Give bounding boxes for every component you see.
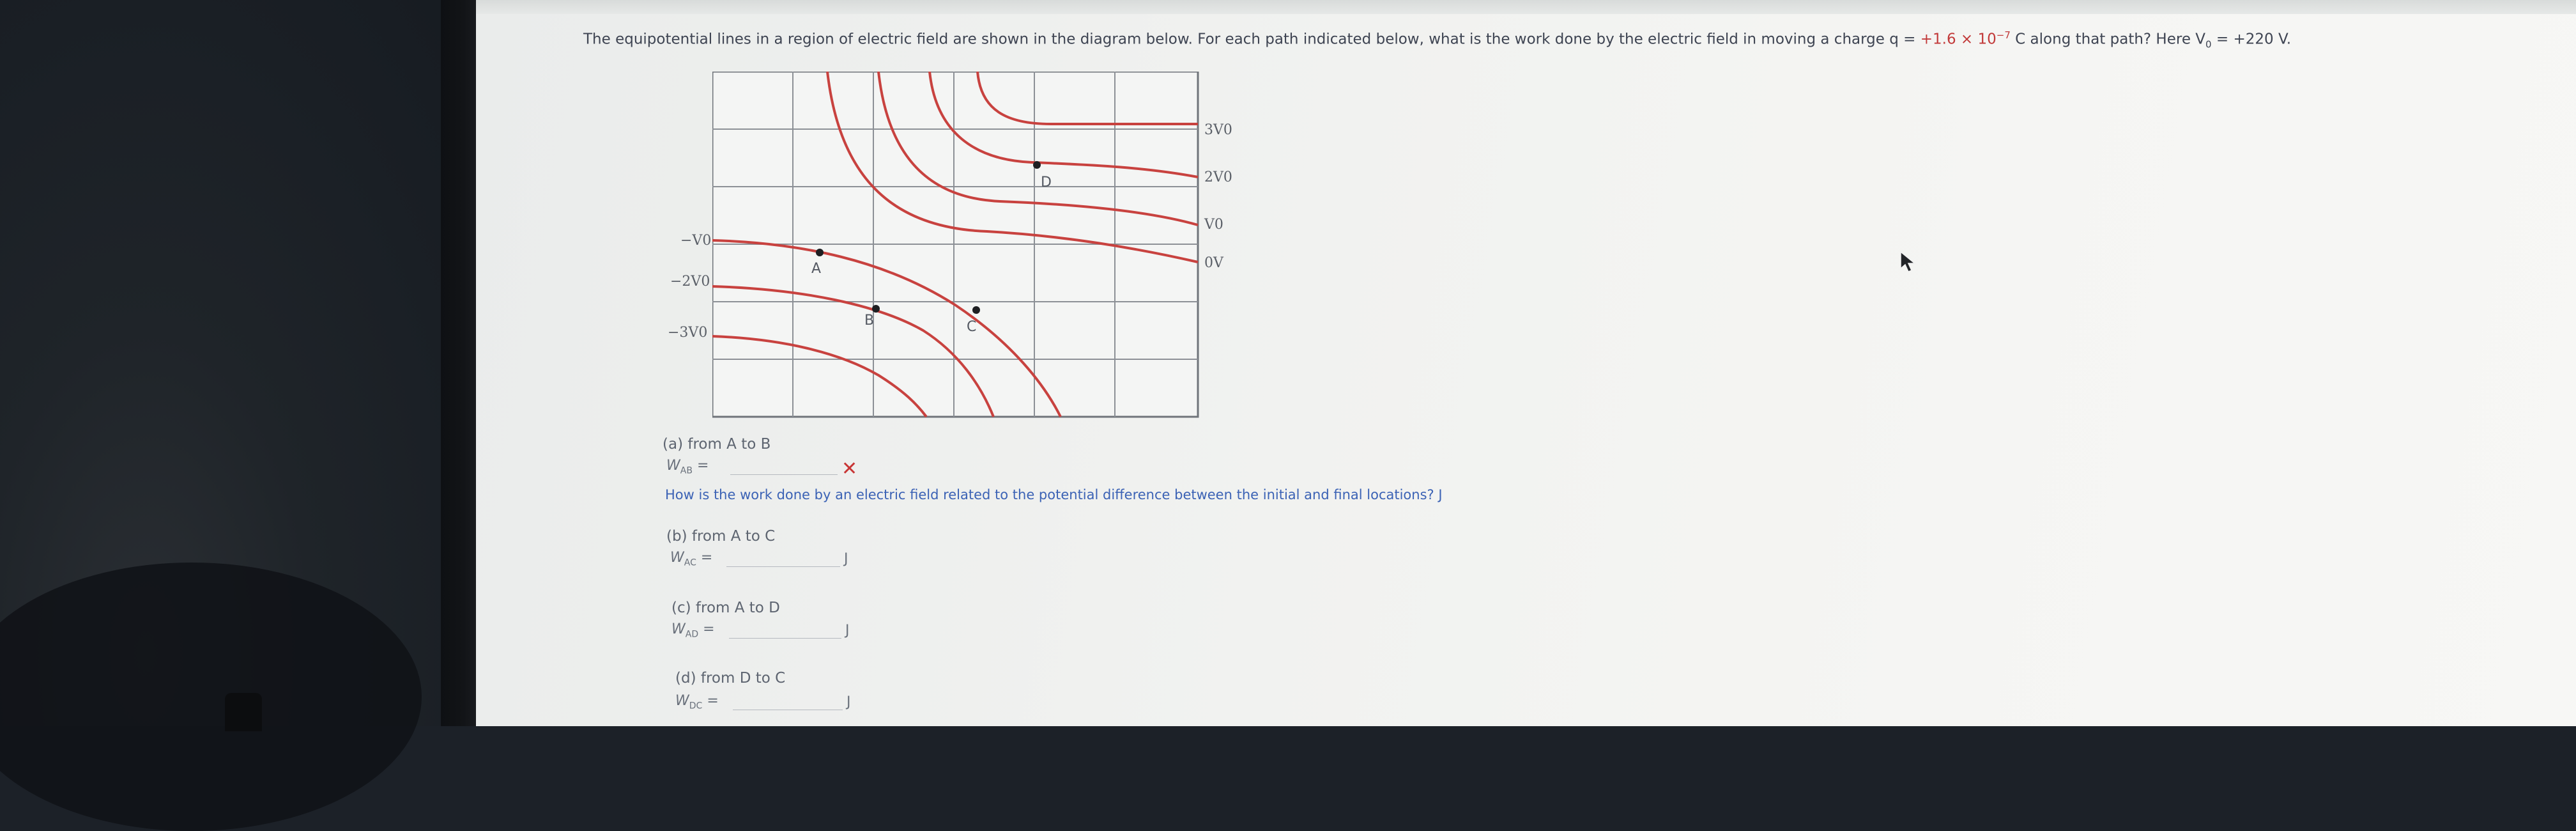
label-3v0: 3V0 — [1204, 122, 1232, 138]
part-d-label: (d) from D to C — [675, 670, 786, 687]
point-c-marker — [972, 306, 980, 314]
charge-value: +1.6 × 10 — [1920, 31, 1997, 48]
part-a-label: (a) from A to B — [663, 436, 771, 453]
part-c-w-label — [671, 621, 715, 639]
point-d-marker — [1033, 161, 1041, 169]
part-d-w-sub: DC — [689, 701, 703, 711]
point-b-marker — [872, 305, 880, 313]
label-v0: V0 — [1204, 217, 1223, 233]
charge-exponent: −7 — [1996, 29, 2011, 41]
v0-subscript: 0 — [2205, 38, 2212, 50]
part-d-w-main: W — [675, 693, 689, 709]
point-d-label: D — [1041, 175, 1052, 190]
part-b-w-main: W — [670, 550, 684, 566]
question-text — [583, 29, 2291, 50]
part-b-answer-field[interactable] — [726, 552, 840, 567]
part-b-equals: = — [696, 550, 713, 566]
x-mark-icon: ✕ — [841, 458, 858, 480]
equipotential-diagram — [712, 72, 1275, 430]
part-b-label: (b) from A to C — [666, 528, 776, 545]
question-middle: C along that path? Here V — [2010, 31, 2206, 48]
hint-text: How is the work done by an electric field related to the potential difference between the initial and final locations? J — [665, 487, 1443, 502]
page-top-strip — [476, 0, 2576, 14]
part-d-answer-field[interactable] — [733, 695, 843, 710]
part-c-answer-field[interactable] — [729, 624, 841, 639]
point-a-marker — [816, 249, 824, 256]
part-b-unit: J — [844, 551, 848, 567]
label-0v: 0V — [1204, 255, 1223, 271]
background-object — [0, 563, 422, 831]
part-c-unit: J — [845, 623, 850, 639]
part-a-w-label — [666, 458, 709, 476]
label-2v0: 2V0 — [1204, 169, 1232, 185]
part-d-equals: = — [702, 693, 719, 709]
point-b-label: B — [864, 313, 875, 329]
question-intro: The equipotential lines in a region of electric field are shown in the diagram below. For each path indicated below, what is the work done by the electric field in moving a charge q = — [583, 31, 1920, 48]
part-a-equals: = — [692, 458, 709, 474]
part-d-w-label — [675, 693, 719, 711]
monitor-bezel — [441, 0, 479, 726]
point-c-label: C — [967, 319, 977, 335]
part-c-w-main: W — [671, 621, 686, 637]
background-post — [225, 693, 262, 731]
part-d-unit: J — [847, 694, 851, 710]
part-b-w-label — [670, 550, 712, 568]
part-c-label: (c) from A to D — [671, 600, 780, 616]
left-label-minus-3v0: −3V0 — [668, 325, 708, 341]
part-a-answer-field[interactable] — [730, 460, 838, 475]
desk-background — [0, 0, 486, 726]
left-label-minus-2v0: −2V0 — [670, 274, 710, 290]
left-label-minus-v0: −V0 — [680, 233, 712, 249]
question-end: = +220 V. — [2211, 31, 2292, 48]
browser-page — [476, 0, 2576, 726]
part-c-equals: = — [698, 621, 715, 637]
mouse-pointer-icon — [1899, 251, 1919, 274]
part-a-w-sub: AB — [680, 465, 693, 476]
part-b-w-sub: AC — [684, 557, 696, 568]
part-a-w-main: W — [666, 458, 680, 474]
point-a-label: A — [811, 261, 822, 277]
part-c-w-sub: AD — [685, 629, 699, 640]
